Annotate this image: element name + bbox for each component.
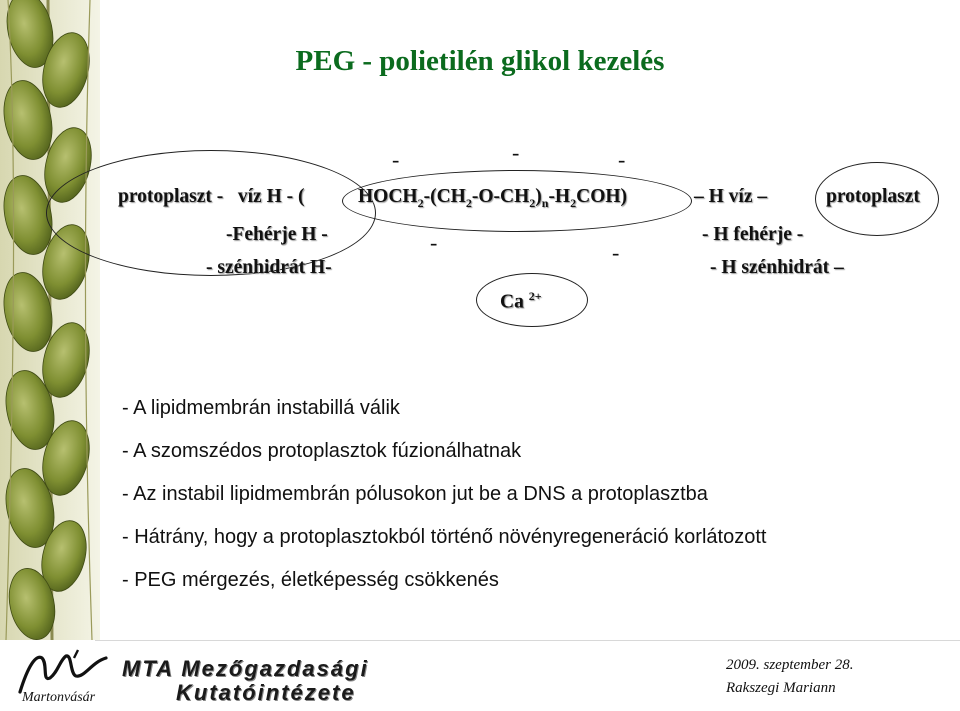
page-title: PEG - polietilén glikol kezelés — [295, 45, 665, 77]
list-item: - PEG mérgezés, életképesség csökkenés — [122, 569, 499, 591]
footer-divider — [95, 640, 960, 641]
carbohydrate-h-right-label: - H szénhidrát – — [710, 257, 844, 278]
charge-minus-1: - — [392, 147, 400, 172]
protein-h-right-label: - H fehérje - — [702, 224, 804, 245]
institute-name-line-2: Kutatóintézete — [176, 680, 356, 705]
charge-minus-3: - — [618, 147, 626, 172]
list-item: - A lipidmembrán instabillá válik — [122, 397, 400, 419]
open-paren: ( — [298, 186, 305, 207]
wheat-decoration — [0, 0, 100, 640]
presentation-date: 2009. szeptember 28. — [726, 657, 854, 673]
charge-minus-2: - — [512, 140, 520, 165]
charge-minus-4: - — [430, 230, 438, 255]
carbohydrate-h-left-label: - szénhidrát H- — [206, 257, 332, 278]
logo-text: Martonvásár — [22, 690, 96, 705]
list-item: - Hátrány, hogy a protoplasztokból történő növényregeneráció korlátozott — [122, 526, 767, 548]
calcium-ion-label: Ca $^{2+}$ — [500, 289, 542, 313]
martonvasar-logo-icon — [14, 648, 114, 696]
institute-name-line-1: MTA Mezőgazdasági — [122, 656, 369, 681]
chem-row-1-left — [118, 186, 305, 208]
list-item: - Az instabil lipidmembrán pólusokon jut be a DNS a protoplasztba — [122, 483, 708, 505]
water-h-left-label: víz H - — [237, 186, 294, 207]
charge-minus-5: - — [612, 240, 620, 265]
protoplast-left-label: protoplaszt - — [118, 186, 224, 207]
bullet-list — [122, 395, 766, 610]
protoplast-right-label: protoplaszt — [826, 186, 920, 207]
water-h-right-label: – H víz – — [694, 186, 768, 207]
list-item: - A szomszédos protoplasztok fúzionálhatnak — [122, 440, 522, 462]
peg-formula: $HOCH_2-(CH_2-O-CH_2)_n-H_2COH$) — [358, 186, 628, 210]
author-name: Rakszegi Mariann — [726, 680, 836, 696]
protein-h-left-label: -Fehérje H - — [226, 224, 328, 245]
